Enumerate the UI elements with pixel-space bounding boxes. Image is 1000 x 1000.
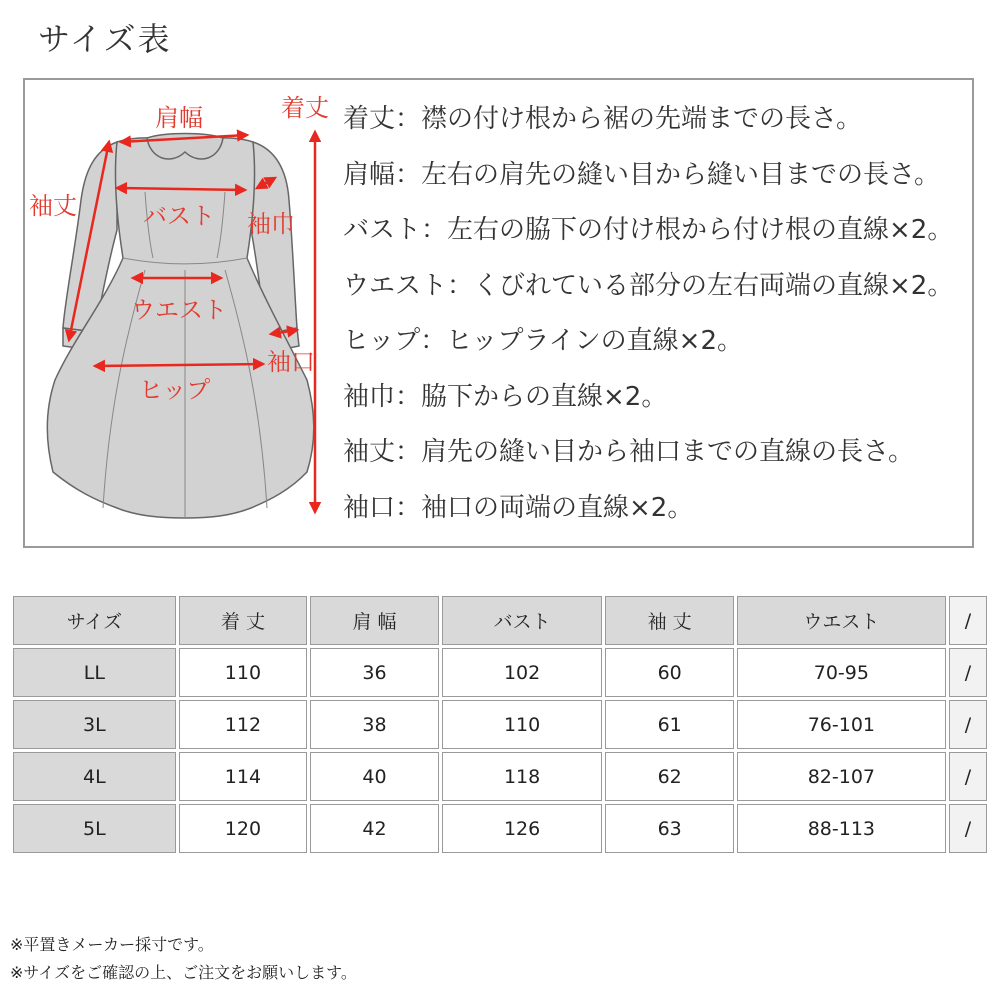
size-table [10,593,990,856]
cell-waist: 76-101 [737,700,946,749]
cell-sleeve-length: 60 [605,648,734,697]
cell-slash: / [949,700,987,749]
table-row [13,700,987,749]
header-sleeve-length: 袖 丈 [605,596,734,645]
cell-slash: / [949,752,987,801]
definition-sleeve-width: 袖巾：脇下からの直線×2。 [343,381,668,412]
label-sleeve-length: 袖丈 [29,192,77,220]
cell-size: 5L [13,804,176,853]
cell-length: 110 [179,648,308,697]
header-shoulder: 肩 幅 [310,596,439,645]
label-cuff: 袖口 [267,348,315,376]
cell-length: 120 [179,804,308,853]
header-bust: バスト [442,596,603,645]
definition-bust: バスト：左右の脇下の付け根から付け根の直線×2。 [343,215,954,245]
cell-bust: 126 [442,804,603,853]
measurement-guide [23,78,974,548]
cell-length: 114 [179,752,308,801]
header-waist: ウエスト [737,596,946,645]
table-row [13,648,987,697]
cell-sleeve-length: 61 [605,700,734,749]
definition-cuff: 袖口：袖口の両端の直線×2。 [343,492,694,523]
header-slash: / [949,596,987,645]
definition-hip: ヒップ：ヒップラインの直線×2。 [343,326,743,356]
cell-size: LL [13,648,176,697]
table-row [13,752,987,801]
page-title: サイズ表 [38,20,172,58]
cell-bust: 118 [442,752,603,801]
cell-sleeve-length: 62 [605,752,734,801]
table-header-row [13,596,987,645]
header-size: サイズ [13,596,176,645]
cell-bust: 102 [442,648,603,697]
cell-length: 112 [179,700,308,749]
cell-shoulder: 40 [310,752,439,801]
label-bust: バスト [143,202,215,230]
cell-slash: / [949,804,987,853]
definition-length: 着丈：襟の付け根から裾の先端までの長さ。 [343,104,862,134]
cell-waist: 88-113 [737,804,946,853]
cell-bust: 110 [442,700,603,749]
note-confirm-size: ※サイズをご確認の上、ご注文をお願いします。 [10,963,357,982]
cell-size: 3L [13,700,176,749]
label-shoulder: 肩幅 [155,104,203,132]
table-row [13,804,987,853]
label-waist: ウエスト [131,296,227,324]
dress-diagram [25,80,355,546]
dress-silhouette [47,138,314,518]
label-hip: ヒップ [139,376,211,404]
definition-waist: ウエスト：くびれている部分の左右両端の直線×2。 [343,270,954,301]
cell-waist: 82-107 [737,752,946,801]
definition-list [343,92,973,536]
definition-shoulder: 肩幅：左右の肩先の縫い目から縫い目までの長さ。 [343,159,940,190]
note-measurement: ※平置きメーカー採寸です。 [10,935,214,954]
cell-size: 4L [13,752,176,801]
label-length: 着丈 [281,94,329,122]
cell-waist: 70-95 [737,648,946,697]
label-sleeve-width: 袖巾 [247,210,295,238]
definition-sleeve-length: 袖丈：肩先の縫い目から袖口までの直線の長さ。 [343,437,914,467]
cell-sleeve-length: 63 [605,804,734,853]
cell-shoulder: 38 [310,700,439,749]
cell-shoulder: 42 [310,804,439,853]
cell-slash: / [949,648,987,697]
cell-shoulder: 36 [310,648,439,697]
header-length: 着 丈 [179,596,308,645]
